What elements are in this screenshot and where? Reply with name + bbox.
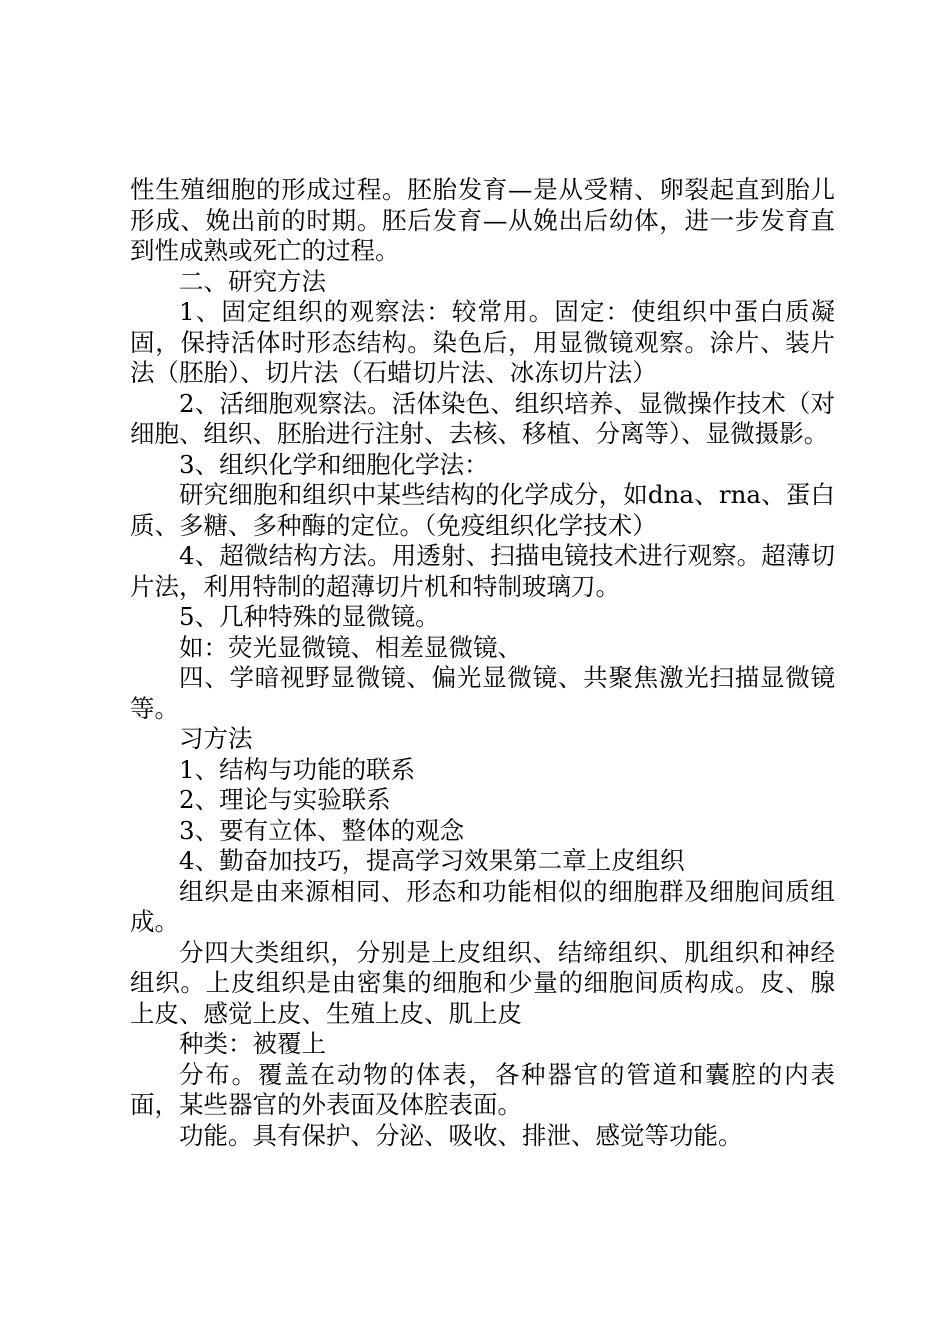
paragraph-epithelium-function: 功能。具有保护、分泌、吸收、排泄、感觉等功能。 [179,1120,743,1150]
paragraph-method-histochemistry: 3、组织化学和细胞化学法： [179,449,489,479]
heading-research-methods: 二、研究方法 [179,266,326,296]
paragraph-tissue-definition: 组织是由来源相同、形态和功能相似的细胞群及细胞间质组成。 [130,876,835,936]
paragraph-method-special-microscopes: 5、几种特殊的显微镜。 [179,602,440,631]
heading-study-methods: 习方法 [179,724,253,753]
paragraph-epithelium-types: 种类：被覆上 [179,1029,326,1058]
list-item-diligence-chapter-two: 4、勤奋加技巧，提高学习效果第二章上皮组织 [179,846,685,875]
paragraph-method-fixed-tissue: 1、固定组织的观察法：较常用。固定：使组织中蛋白质凝固，保持活体时形态结构。染色后，用显微镜观察。涂片、装片法（胚胎）、切片法（石蜡切片法、冰冻切片法） [130,297,835,387]
document-body [130,175,835,1151]
paragraph-microscope-examples-continued: 四、学暗视野显微镜、偏光显微镜、共聚焦激光扫描显微镜等。 [130,663,835,723]
paragraph-method-live-cell: 2、活细胞观察法。活体染色、组织培养、显微操作技术（对细胞、组织、胚胎进行注射、去核、移植、分离等）、显微摄影。 [130,388,835,448]
paragraph-method-ultrastructure: 4、超微结构方法。用透射、扫描电镜技术进行观察。超薄切片法，利用特制的超薄切片机和特制玻璃刀。 [130,541,835,601]
list-item-structure-function: 1、结构与功能的联系 [179,754,416,784]
paragraph-histochemistry-detail: 研究细胞和组织中某些结构的化学成分，如dna、rna、蛋白质、多糖、多种酶的定位。（免疫组织化学技术） [130,480,835,540]
paragraph-microscope-examples: 如：荧光显微镜、相差显微镜、 [179,632,522,662]
paragraph-reproduction-development: 性生殖细胞的形成过程。胚胎发育—是从受精、卵裂起直到胎儿形成、娩出前的时期。胚后发育—从娩出后幼体，进一步发育直到性成熟或死亡的过程。 [130,175,835,265]
list-item-theory-experiment: 2、理论与实验联系 [179,785,391,814]
paragraph-four-tissue-types: 分四大类组织，分别是上皮组织、结缔组织、肌组织和神经组织。上皮组织是由密集的细胞和少量的细胞间质构成。皮、腺上皮、感觉上皮、生殖上皮、肌上皮 [130,937,835,1028]
list-item-3d-holistic: 3、要有立体、整体的观念 [179,815,465,845]
paragraph-epithelium-distribution: 分布。覆盖在动物的体表，各种器官的管道和囊腔的内表面，某些器官的外表面及体腔表面。 [130,1059,835,1119]
